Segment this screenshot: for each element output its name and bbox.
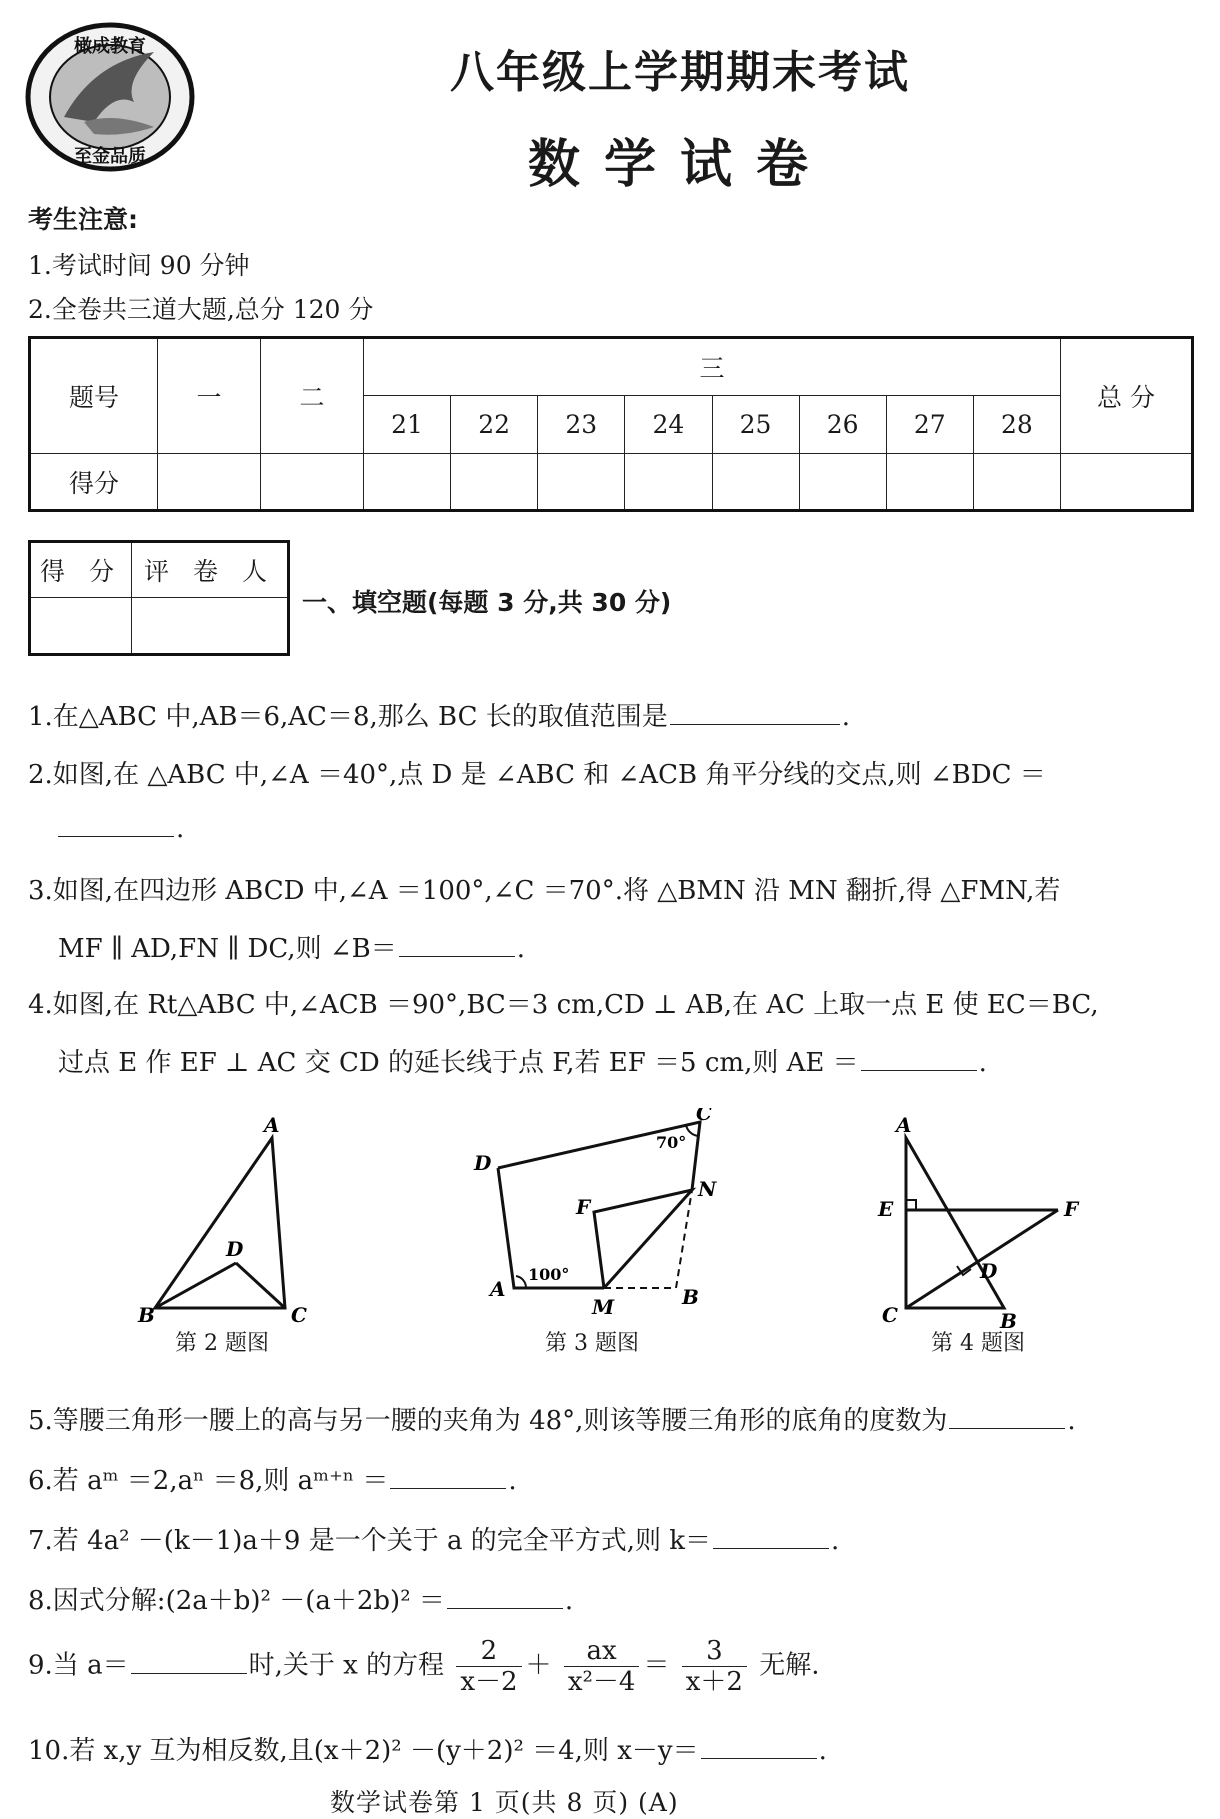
col-total: 总 分 bbox=[1061, 338, 1193, 454]
grader-box bbox=[28, 540, 290, 656]
col-section-2: 二 bbox=[261, 338, 364, 454]
fig2-label-b: B bbox=[138, 1303, 155, 1327]
question-2: 2.如图,在 △ABC 中,∠A ＝40°,点 D 是 ∠ABC 和 ∠ACB 角平分线的交点,则 ∠BDC ＝ bbox=[28, 760, 1046, 790]
fig3-label-d: D bbox=[474, 1151, 492, 1175]
answer-blank[interactable] bbox=[390, 1464, 506, 1489]
col-q28: 28 bbox=[973, 396, 1060, 454]
col-q23: 23 bbox=[538, 396, 625, 454]
question-2-cont: . bbox=[28, 812, 184, 844]
exam-title: 八年级上学期期末考试 bbox=[450, 47, 910, 98]
fraction-1: $\frac{2}{x-2}$ bbox=[456, 1636, 521, 1697]
col-q22: 22 bbox=[451, 396, 538, 454]
score-cell[interactable] bbox=[886, 454, 973, 511]
question-1: 1.在△ABC 中,AB＝6,AC＝8,那么 BC 长的取值范围是 . bbox=[28, 702, 851, 732]
fig3-angle-c: 70° bbox=[656, 1133, 687, 1152]
question-9: 9.当 a＝ 时,关于 x 的方程 $\frac{2}{x-2}$ ＋ $\frac{ax}{\text{x²－4}}$ ＝ $\frac{3}{x+2}$ 无解. bbox=[28, 1636, 820, 1697]
figure-2 bbox=[130, 1108, 330, 1332]
answer-blank[interactable] bbox=[131, 1649, 247, 1674]
col-q24: 24 bbox=[625, 396, 712, 454]
score-cell[interactable] bbox=[261, 454, 364, 511]
score-cell[interactable] bbox=[158, 454, 261, 511]
col-section-1: 一 bbox=[158, 338, 261, 454]
answer-blank[interactable] bbox=[447, 1584, 563, 1609]
question-8: 8.因式分解:(2a＋b)² －(a＋2b)² ＝ . bbox=[28, 1586, 574, 1616]
score-table bbox=[28, 336, 1194, 512]
col-q21: 21 bbox=[364, 396, 451, 454]
fig2-label-a: A bbox=[264, 1113, 280, 1137]
score-cell[interactable] bbox=[451, 454, 538, 511]
fig4-label-c: C bbox=[882, 1303, 898, 1327]
score-cell[interactable] bbox=[364, 454, 451, 511]
note-item: 1.考试时间 90 分钟 bbox=[28, 251, 250, 280]
note-item: 2.全卷共三道大题,总分 120 分 bbox=[28, 295, 374, 324]
school-logo bbox=[24, 22, 196, 172]
figure-2-caption: 第 2 题图 bbox=[175, 1331, 269, 1356]
score-cell[interactable] bbox=[538, 454, 625, 511]
question-4: 4.如图,在 Rt△ABC 中,∠ACB ＝90°,BC＝3 cm,CD ⊥ AB,在 AC 上取一点 E 使 EC＝BC, bbox=[28, 990, 1099, 1020]
col-q26: 26 bbox=[799, 396, 886, 454]
question-5: 5.等腰三角形一腰上的高与另一腰的夹角为 48°,则该等腰三角形的底角的度数为 . bbox=[28, 1406, 1076, 1436]
fig3-label-m: M bbox=[592, 1295, 615, 1319]
answer-blank[interactable] bbox=[701, 1734, 817, 1759]
answer-blank[interactable] bbox=[399, 932, 515, 957]
fig4-label-f: F bbox=[1064, 1197, 1079, 1221]
grader-score-label: 得 分 bbox=[30, 542, 132, 598]
figure-4-caption: 第 4 题图 bbox=[931, 1331, 1025, 1356]
question-10: 10.若 x,y 互为相反数,且(x＋2)² －(y＋2)² ＝4,则 x－y＝ . bbox=[28, 1736, 827, 1766]
fig2-label-c: C bbox=[291, 1303, 307, 1327]
fig4-label-b: B bbox=[1000, 1309, 1017, 1328]
question-7: 7.若 4a² －(k－1)a＋9 是一个关于 a 的完全平方式,则 k＝ . bbox=[28, 1526, 840, 1556]
answer-blank[interactable] bbox=[713, 1524, 829, 1549]
col-q27: 27 bbox=[886, 396, 973, 454]
fraction-2: $\frac{ax}{\text{x²－4}}$ bbox=[564, 1636, 640, 1697]
fig3-label-a: A bbox=[490, 1277, 506, 1301]
answer-blank[interactable] bbox=[58, 812, 174, 837]
question-4-cont: 过点 E 作 EF ⊥ AC 交 CD 的延长线于点 F,若 EF ＝5 cm,则 AE ＝ . bbox=[58, 1048, 987, 1078]
grader-name-cell[interactable] bbox=[132, 598, 289, 655]
col-q25: 25 bbox=[712, 396, 799, 454]
question-3-cont: MF ∥ AD,FN ∥ DC,则 ∠B＝ . bbox=[58, 934, 525, 964]
score-cell[interactable] bbox=[973, 454, 1060, 511]
figure-3 bbox=[470, 1108, 730, 1332]
score-cell[interactable] bbox=[625, 454, 712, 511]
section-heading: 一、填空题(每题 3 分,共 30 分) bbox=[302, 588, 672, 617]
logo-bottom-text: 至金品质 bbox=[74, 146, 146, 167]
question-3: 3.如图,在四边形 ABCD 中,∠A ＝100°,∠C ＝70°.将 △BMN 沿 MN 翻折,得 △FMN,若 bbox=[28, 876, 1061, 906]
col-section-3: 三 bbox=[364, 338, 1061, 396]
question-6: 6.若 aᵐ ＝2,aⁿ ＝8,则 aᵐ⁺ⁿ ＝ . bbox=[28, 1466, 517, 1496]
fig3-angle-a: 100° bbox=[528, 1265, 570, 1284]
fig4-label-d: D bbox=[980, 1259, 998, 1283]
notes-heading: 考生注意: bbox=[28, 205, 138, 234]
fig4-label-a: A bbox=[896, 1113, 912, 1137]
figure-3-caption: 第 3 题图 bbox=[545, 1331, 639, 1356]
answer-blank[interactable] bbox=[861, 1046, 977, 1071]
score-cell[interactable] bbox=[712, 454, 799, 511]
exam-subtitle: 数学试卷 bbox=[527, 135, 832, 195]
fig2-label-d: D bbox=[226, 1237, 244, 1261]
answer-blank[interactable] bbox=[949, 1404, 1065, 1429]
figure-4 bbox=[874, 1108, 1094, 1332]
fig3-label-b: B bbox=[682, 1285, 699, 1309]
label-question-number: 题号 bbox=[30, 338, 158, 454]
fraction-3: $\frac{3}{x+2}$ bbox=[682, 1636, 747, 1697]
answer-blank[interactable] bbox=[670, 700, 840, 725]
score-cell-total[interactable] bbox=[1061, 454, 1193, 511]
fig3-label-n: N bbox=[698, 1177, 717, 1201]
grader-name-label: 评 卷 人 bbox=[132, 542, 289, 598]
label-score: 得分 bbox=[30, 454, 158, 511]
fig3-label-f: F bbox=[576, 1195, 591, 1219]
fig4-label-e: E bbox=[878, 1197, 894, 1221]
score-cell[interactable] bbox=[799, 454, 886, 511]
logo-top-text: 橄成教育 bbox=[74, 36, 146, 57]
grader-score-cell[interactable] bbox=[30, 598, 132, 655]
fig3-label-c: C bbox=[696, 1108, 712, 1125]
page-footer: 数学试卷第 1 页(共 8 页) (A) bbox=[330, 1788, 679, 1817]
